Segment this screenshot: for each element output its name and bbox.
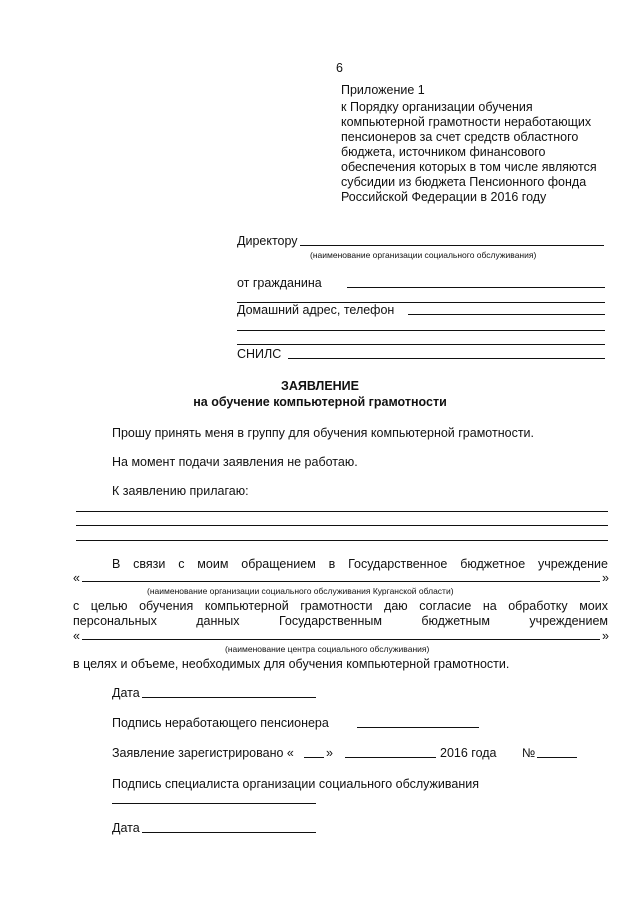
- consent-line-3: персональных данных Государственным бюджетным учреждением: [73, 614, 608, 628]
- address-field-line2[interactable]: [237, 330, 605, 331]
- pensioner-signature-label: Подпись неработающего пенсионера: [112, 716, 329, 730]
- specialist-signature-label: Подпись специалиста организации социального обслуживания: [112, 777, 480, 791]
- consent-line-4: в целях и объеме, необходимых для обучения компьютерной грамотности.: [73, 657, 510, 671]
- quote-close: »: [602, 571, 609, 585]
- from-field[interactable]: [347, 287, 605, 288]
- paragraph-not-working: На момент подачи заявления не работаю.: [112, 455, 358, 469]
- appendix-line: пенсионеров за счет средств областного: [341, 130, 579, 144]
- date-label: Дата: [112, 686, 140, 700]
- address-label: Домашний адрес, телефон: [237, 303, 395, 317]
- attachment-line[interactable]: [76, 511, 608, 512]
- number-label: №: [522, 746, 536, 760]
- specialist-signature-field[interactable]: [112, 803, 316, 804]
- from-label: от гражданина: [237, 276, 322, 290]
- appendix-line: к Порядку организации обучения: [341, 100, 533, 114]
- date-field[interactable]: [142, 832, 316, 833]
- snils-field[interactable]: [288, 358, 605, 359]
- consent-line-1: В связи с моим обращением в Государственное бюджетное учреждение: [112, 557, 608, 571]
- registered-close-quote: »: [326, 746, 333, 760]
- quote-open: «: [73, 571, 80, 585]
- center-field[interactable]: [82, 639, 600, 640]
- appendix-title: Приложение 1: [341, 83, 425, 97]
- document-title: ЗАЯВЛЕНИЕ: [280, 379, 359, 393]
- appendix-line: бюджета, источником финансового: [341, 145, 546, 159]
- address-field[interactable]: [408, 314, 605, 315]
- date-label: Дата: [112, 821, 140, 835]
- registered-label: Заявление зарегистрировано «: [112, 746, 294, 760]
- date-field[interactable]: [142, 697, 316, 698]
- pensioner-signature-field[interactable]: [357, 727, 479, 728]
- paragraph-request: Прошу принять меня в группу для обучения компьютерной грамотности.: [112, 426, 534, 440]
- appendix-line: субсидии из бюджета Пенсионного фонда: [341, 175, 587, 189]
- snils-label: СНИЛС: [237, 347, 282, 361]
- paragraph-attachments: К заявлению прилагаю:: [112, 484, 249, 498]
- address-field-line3[interactable]: [237, 344, 605, 345]
- quote-close: »: [602, 629, 609, 643]
- registered-month-field[interactable]: [345, 757, 436, 758]
- quote-open: «: [73, 629, 80, 643]
- organization-field[interactable]: [82, 581, 600, 582]
- director-hint: (наименование организации социального обслуживания): [310, 250, 537, 260]
- page-number: 6: [336, 61, 343, 75]
- registration-number-field[interactable]: [537, 757, 577, 758]
- appendix-line: обеспечения которых в том числе являются: [341, 160, 597, 174]
- appendix-line: Российской Федерации в 2016 году: [341, 190, 547, 204]
- document-subtitle: на обучение компьютерной грамотности: [193, 395, 447, 409]
- appendix-line: компьютерной грамотности неработающих: [341, 115, 592, 129]
- center-hint: (наименование центра социального обслуживания): [225, 644, 430, 654]
- organization-hint: (наименование организации социального обслуживания Курганской области): [147, 586, 454, 596]
- director-field[interactable]: [300, 245, 604, 246]
- consent-line-2: с целью обучения компьютерной грамотности даю согласие на обработку моих: [73, 599, 608, 613]
- director-label: Директору: [237, 234, 298, 248]
- attachment-line[interactable]: [76, 525, 608, 526]
- registered-day-field[interactable]: [304, 757, 324, 758]
- year-label: 2016 года: [440, 746, 497, 760]
- attachment-line[interactable]: [76, 540, 608, 541]
